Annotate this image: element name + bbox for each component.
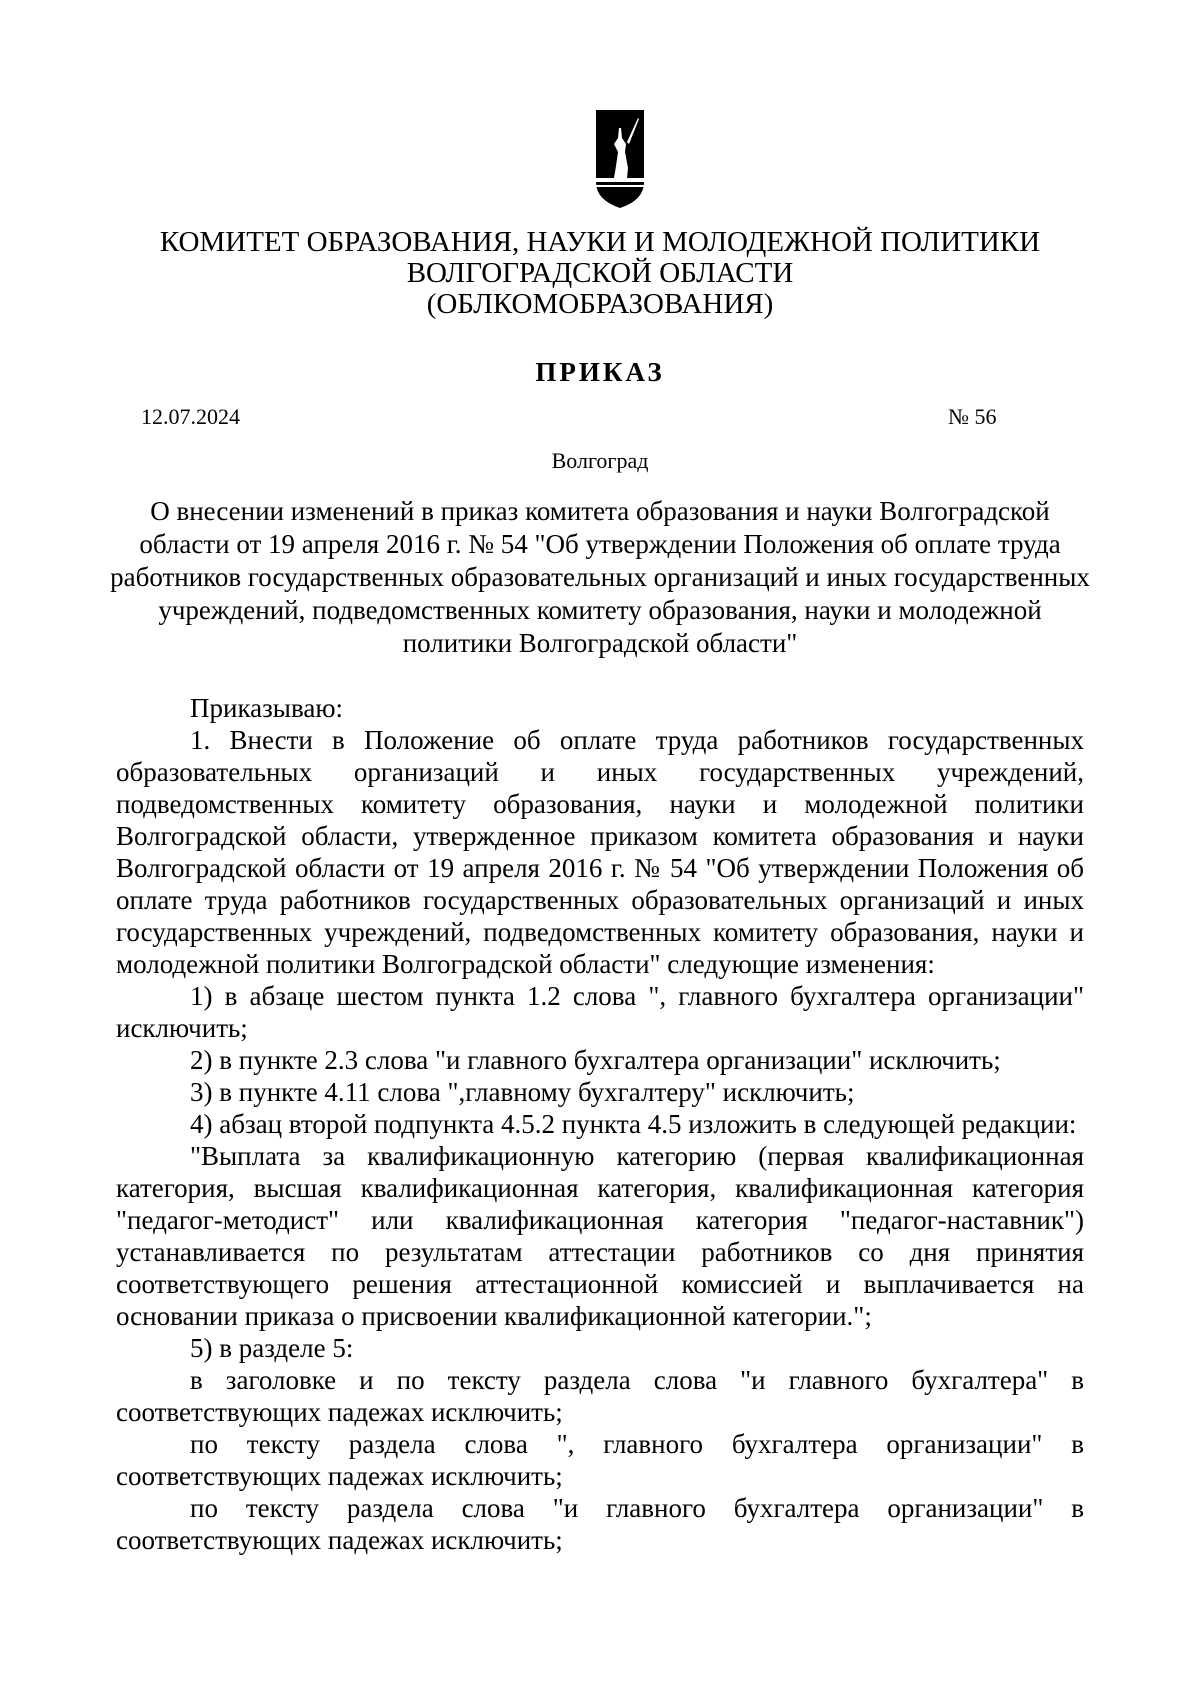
document-type: ПРИКАЗ xyxy=(535,357,665,387)
intro-paragraph: Приказываю: xyxy=(190,693,343,723)
paragraph-1: 1. Внести в Положение об оплате труда работников государственных образовательных организаций и иных государственных учреждений, подведомственных комитету образования, науки и молодежной политики Волгоградской области, утвержденное приказом комитета образования и науки Волгоградской области от 19 апреля 2016 г. № 54 "Об утверждении Положения об оплате труда работников государственных образовательных организаций и иных государственных учреждений, подведомственных комитету образования, науки и молодежной политики Волгоградской области" следующие изменения: xyxy=(116,725,1084,979)
org-line-1: КОМИТЕТ ОБРАЗОВАНИЯ, НАУКИ И МОЛОДЕЖНОЙ ПОЛИТИКИ xyxy=(159,226,1041,258)
document-city: Волгоград xyxy=(551,448,649,473)
document-body xyxy=(116,692,1084,1556)
document-subject: О внесении изменений в приказ комитета образования и науки Волгоградской области от 19 апреля 2016 г. № 54 "Об утверждении Положения об оплате труда работников государственных образовательных организаций и иных государственных учреждений, подведомственных комитету образования, науки и молодежной политики Волгоградской области" xyxy=(110,496,1090,658)
item-4: 4) абзац второй подпункта 4.5.2 пункта 4.5 изложить в следующей редакции: xyxy=(190,1109,1077,1139)
organization-name xyxy=(0,227,1200,320)
document-number: № 56 xyxy=(948,404,997,429)
quoted-text: "Выплата за квалификационную категорию (первая квалификационная категория, высшая квалификационная категория, квалификационная категория "педагог-методист" или квалификационная категория "педагог-наставник") устанавливается по результатам аттестации работников со дня принятия соответствующего решения аттестационной комиссией и выплачивается на основании приказа о присвоении квалификационной категории."; xyxy=(116,1141,1084,1331)
document-date: 12.07.2024 xyxy=(141,404,240,429)
item-5: 5) в разделе 5: xyxy=(190,1333,354,1363)
org-line-3: (ОБЛКОМОБРАЗОВАНИЯ) xyxy=(426,288,774,320)
subitem-3: по тексту раздела слова "и главного бухгалтера организации" в соответствующих падежах исключить; xyxy=(116,1493,1084,1555)
item-3: 3) в пункте 4.11 слова ",главному бухгалтеру" исключить; xyxy=(190,1077,855,1107)
volgograd-coat-of-arms-icon xyxy=(594,108,646,210)
subitem-1: в заголовке и по тексту раздела слова "и главного бухгалтера" в соответствующих падежах исключить; xyxy=(116,1365,1084,1427)
item-2: 2) в пункте 2.3 слова "и главного бухгалтера организации" исключить; xyxy=(190,1045,1001,1075)
item-1: 1) в абзаце шестом пункта 1.2 слова ", главного бухгалтера организации" исключить; xyxy=(116,981,1084,1043)
subitem-2: по тексту раздела слова ", главного бухгалтера организации" в соответствующих падежах исключить; xyxy=(116,1429,1084,1491)
org-line-2: ВОЛГОГРАДСКОЙ ОБЛАСТИ xyxy=(406,257,794,289)
